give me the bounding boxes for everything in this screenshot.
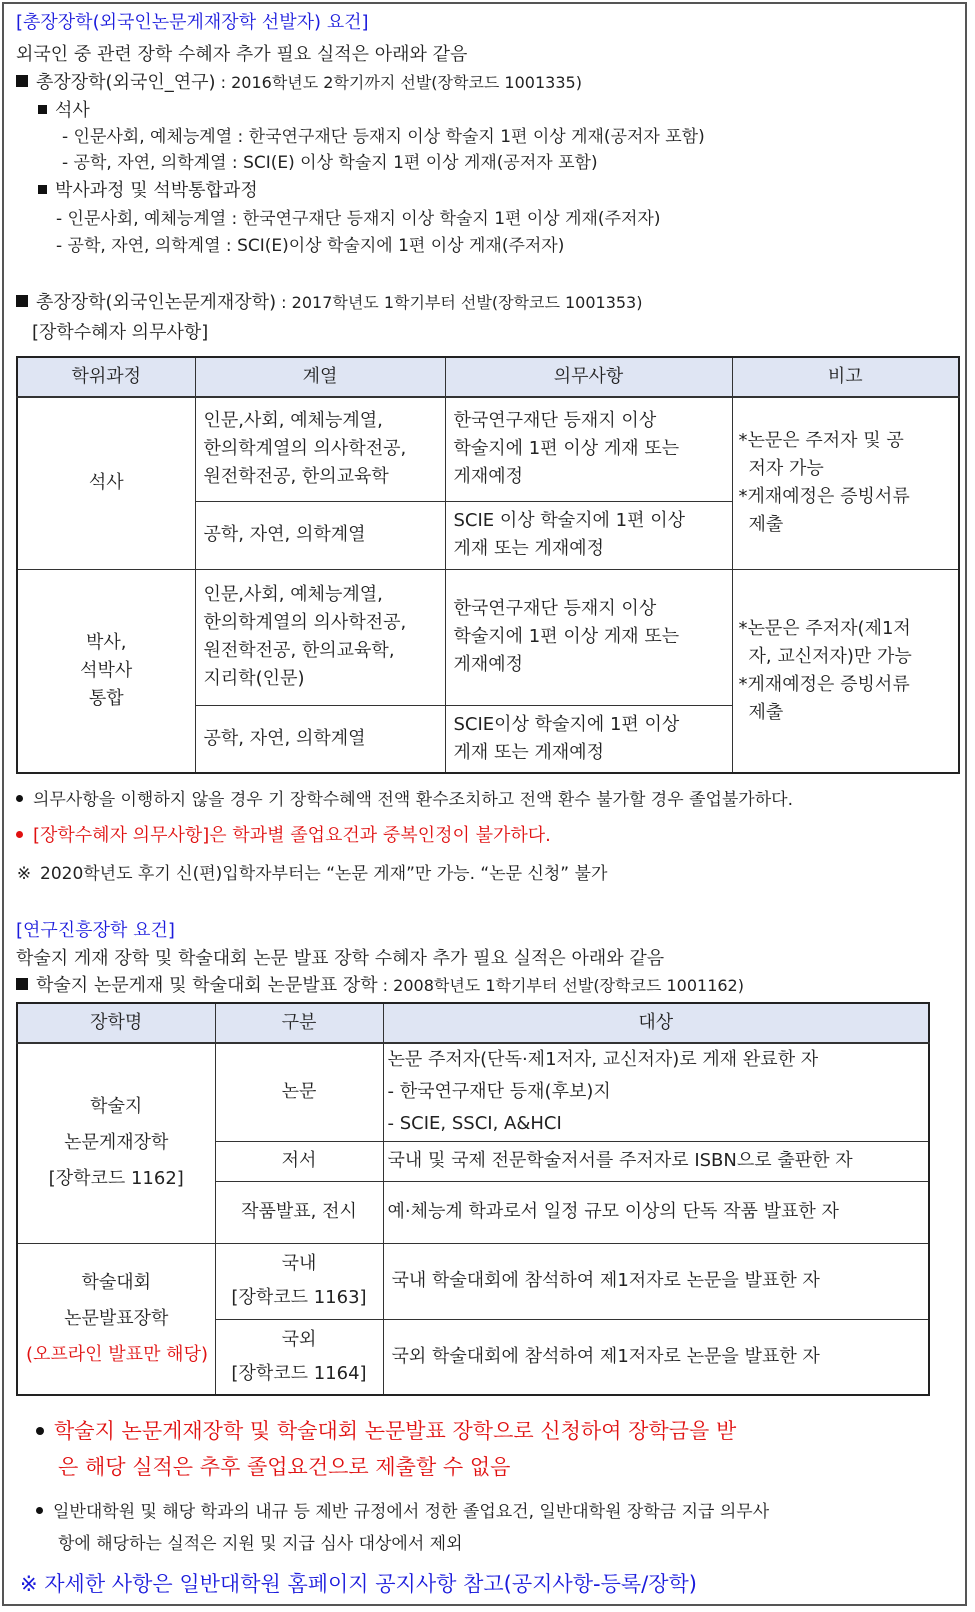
section1-heading: [총장장학(외국인논문게재장학 선발자) 요건] [16, 12, 369, 33]
degree-doctoral: 박사, 석박사 통합 [17, 569, 195, 773]
field-cell: 공학, 자연, 의학계열 [195, 501, 445, 569]
section1-item-a [16, 70, 582, 96]
table-header-row [17, 357, 959, 397]
square-bullet-icon [16, 978, 28, 990]
masters-item-1: - 인문사회, 예체능계열 : 한국연구재단 등재지 이상 학술지 1편 이상 게재(공저자 포함) [62, 127, 705, 147]
bullet-dot-icon [16, 831, 23, 838]
footer-notice: ※ 자세한 사항은 일반대학원 홈페이지 공지사항 참고(공지사항-등록/장학) [20, 1572, 697, 1596]
item-a-detail: : 2016학년도 2학기까지 선발(장학코드 1001335) [215, 73, 582, 92]
notes1-bullet-2: [장학수혜자 의무사항]은 학과별 졸업요건과 중복인정이 불가하다. [16, 823, 551, 849]
field-cell: 공학, 자연, 의학계열 [195, 705, 445, 773]
table-row [17, 397, 959, 501]
scholarship-table [16, 1002, 930, 1396]
square-bullet-icon [16, 295, 28, 307]
section2-item [16, 973, 744, 999]
section1-item-b [16, 290, 642, 316]
header-duty: 의무사항 [445, 357, 732, 397]
category-cell: 저서 [215, 1141, 383, 1181]
masters-heading: 석사 [38, 98, 90, 124]
category-cell: 국외 [장학코드 1164] [215, 1319, 383, 1395]
section2-detail: : 2008학년도 1학기부터 선발(장학코드 1001162) [377, 976, 744, 995]
category-cell: 논문 [215, 1043, 383, 1141]
category-cell: 작품발표, 전시 [215, 1181, 383, 1243]
bullet-dot-icon [36, 1507, 43, 1514]
category-cell: 국내 [장학코드 1163] [215, 1243, 383, 1319]
duty-cell: 한국연구재단 등재지 이상 학술지에 1편 이상 게재 또는 게재예정 [445, 397, 732, 501]
item-b-detail: : 2017학년도 1학기부터 선발(장학코드 1001353) [276, 293, 643, 312]
bullet-dot-icon [36, 1427, 44, 1435]
reference-mark-icon: ※ [16, 864, 32, 884]
conference-scholarship-name: 학술대회 논문발표장학 (오프라인 발표만 해당) [17, 1243, 215, 1395]
doctoral-item-1: - 인문사회, 예체능계열 : 한국연구재단 등재지 이상 학술지 1편 이상 게재(주저자) [56, 209, 661, 229]
target-cell: 국외 학술대회에 참석하여 제1저자로 논문을 발표한 자 [383, 1319, 929, 1395]
small-square-bullet-icon [38, 185, 47, 194]
notes1-reference: ※ 2020학년도 후기 신(편)입학자부터는 “논문 게재”만 가능. “논문 신청” 불가 [16, 861, 607, 887]
notes1-bullet-1: 의무사항을 이행하지 않을 경우 기 장학수혜액 전액 환수조치하고 전액 환수 불가할 경우 졸업불가하다. [16, 787, 793, 813]
section1-intro: 외국인 중 관련 장학 수혜자 추가 필요 실적은 아래와 같음 [16, 44, 468, 65]
target-cell: 논문 주저자(단독·제1저자, 교신저자)로 게재 완료한 자 - 한국연구재단 등재(후보)지 - SCIE, SSCI, A&HCI [383, 1043, 929, 1141]
header-field: 계열 [195, 357, 445, 397]
small-square-bullet-icon [38, 105, 47, 114]
notes2-bullet-2: 일반대학원 및 해당 학과의 내규 등 제반 규정에서 정한 졸업요건, 일반대학원 장학금 지급 의무사 [36, 1497, 769, 1527]
duty-label: [장학수혜자 의무사항] [32, 322, 209, 343]
section2-title: 학술지 논문게재 및 학술대회 논문발표 장학 [36, 975, 378, 996]
degree-masters: 석사 [17, 397, 195, 569]
duty-cell: SCIE 이상 학술지에 1편 이상 게재 또는 게재예정 [445, 501, 732, 569]
section2-heading: [연구진흥장학 요건] [16, 920, 175, 941]
field-cell: 인문,사회, 예체능계열, 한의학계열의 의사학전공, 원전학전공, 한의교육학 [195, 397, 445, 501]
item-b-title: 총장장학(외국인논문게재장학) [36, 292, 277, 313]
section2-intro: 학술지 게재 장학 및 학술대회 논문 발표 장학 수혜자 추가 필요 실적은 아래와 같음 [16, 948, 665, 969]
remark-cell: *논문은 주저자 및 공 저자 가능 *게재예정은 증빙서류 제출 [732, 397, 959, 569]
duty-table [16, 356, 960, 774]
item-a-title: 총장장학(외국인_연구) [36, 72, 216, 93]
header-remark: 비고 [732, 357, 959, 397]
header-category: 구분 [215, 1003, 383, 1043]
table-row [17, 569, 959, 705]
table-header-row [17, 1003, 929, 1043]
doctoral-heading: 박사과정 및 석박통합과정 [38, 178, 258, 204]
remark-cell: *논문은 주저자(제1저 자, 교신저자)만 가능 *게재예정은 증빙서류 제출 [732, 569, 959, 773]
header-degree: 학위과정 [17, 357, 195, 397]
masters-item-2: - 공학, 자연, 의학계열 : SCI(E) 이상 학술지 1편 이상 게재(공저자 포함) [62, 153, 598, 173]
target-cell: 국내 학술대회에 참석하여 제1저자로 논문을 발표한 자 [383, 1243, 929, 1319]
header-target: 대상 [383, 1003, 929, 1043]
header-scholarship-name: 장학명 [17, 1003, 215, 1043]
square-bullet-icon [16, 75, 28, 87]
duty-cell: 한국연구재단 등재지 이상 학술지에 1편 이상 게재 또는 게재예정 [445, 569, 732, 705]
bullet-dot-icon [16, 795, 23, 802]
doctoral-item-2: - 공학, 자연, 의학계열 : SCI(E)이상 학술지에 1편 이상 게재(주저자) [56, 236, 565, 256]
notes2-bullet-1: 학술지 논문게재장학 및 학술대회 논문발표 장학으로 신청하여 장학금을 받 [36, 1413, 736, 1449]
notes2-bullet-2-cont: 항에 해당하는 실적은 지원 및 지급 심사 대상에서 제외 [58, 1534, 463, 1554]
table-row [17, 1043, 929, 1141]
table-row [17, 1243, 929, 1319]
journal-scholarship-name: 학술지 논문게재장학 [장학코드 1162] [17, 1043, 215, 1243]
notes2-bullet-1-cont: 은 해당 실적은 추후 졸업요건으로 제출할 수 없음 [58, 1455, 511, 1479]
field-cell: 인문,사회, 예체능계열, 한의학계열의 의사학전공, 원전학전공, 한의교육학, 지리학(인문) [195, 569, 445, 705]
duty-cell: SCIE이상 학술지에 1편 이상 게재 또는 게재예정 [445, 705, 732, 773]
target-cell: 예·체능계 학과로서 일정 규모 이상의 단독 작품 발표한 자 [383, 1181, 929, 1243]
target-cell: 국내 및 국제 전문학술저서를 주저자로 ISBN으로 출판한 자 [383, 1141, 929, 1181]
